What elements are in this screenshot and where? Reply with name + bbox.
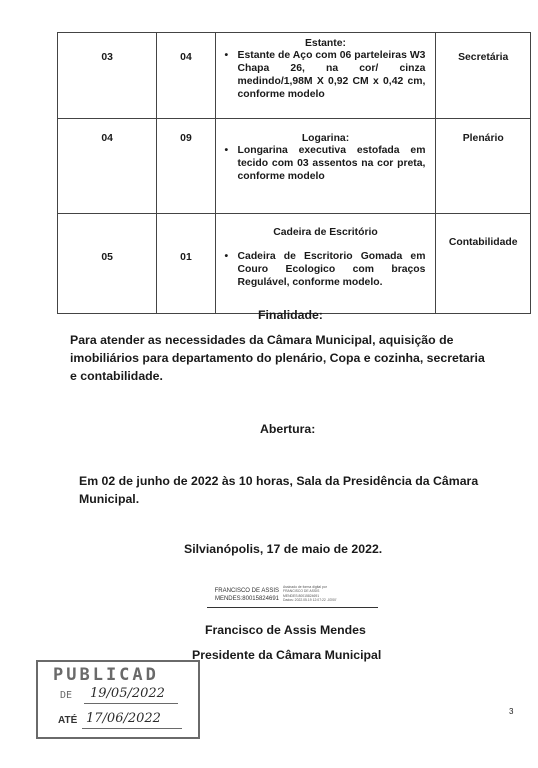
description-cell <box>215 33 436 119</box>
description-cell <box>215 214 436 314</box>
item-number: 05 <box>101 252 113 263</box>
items-table <box>57 32 531 314</box>
department-name: Contabilidade <box>448 237 518 248</box>
signatory-name: Francisco de Assis Mendes <box>205 623 366 637</box>
item-quantity: 01 <box>180 252 192 263</box>
product-title: Logarina: <box>301 133 350 144</box>
description-cell <box>215 119 436 214</box>
abertura-heading: Abertura: <box>260 422 316 436</box>
product-description: • Longarina executiva estofada em tecido com 03 assentos na cor preta, conforme modelo <box>238 144 426 183</box>
signature-name: FRANCISCO DE ASSIS MENDES:80015824691 <box>214 588 279 602</box>
item-number: 04 <box>101 133 113 144</box>
quantity-cell <box>157 33 215 119</box>
quantity-cell <box>157 119 215 214</box>
product-title: Estante: <box>304 38 346 49</box>
publication-stamp <box>36 660 200 739</box>
department-name: Secretária <box>458 52 509 63</box>
stamp-de-date: 19/05/2022 <box>90 686 165 701</box>
item-cell <box>58 214 157 314</box>
item-cell <box>58 119 157 214</box>
signatory-role: Presidente da Câmara Municipal <box>192 648 382 662</box>
date-line: Silvianópolis, 17 de maio de 2022. <box>184 542 383 556</box>
table-row <box>58 214 531 314</box>
finalidade-heading: Finalidade: <box>258 308 323 322</box>
signature-details: Assinado de forma digital por FRANCISCO DE ASSIS MENDES:80015824691 Dados: 2022.05.19 12:07:22 -03'00' <box>283 585 337 602</box>
page-number: 3 <box>509 707 514 716</box>
abertura-text: Em 02 de junho de 2022 às 10 horas, Sala da Presidência da Câmara Municipal. <box>79 474 479 506</box>
product-title: Cadeira de Escritório <box>273 227 378 238</box>
stamp-ate-line <box>82 728 182 729</box>
signature-line <box>207 607 378 608</box>
department-cell <box>436 119 531 214</box>
stamp-de-line <box>84 703 178 704</box>
table-row <box>58 119 531 214</box>
finalidade-text: Para atender as necessidades da Câmara Municipal, aquisição de imobiliários para departamento do plenário, Copa e cozinha, secretaria e contabilidade. <box>70 333 485 383</box>
product-description: • Cadeira de Escritorio Gomada em Couro Ecologico com braços Regulável, conforme modelo. <box>238 250 426 289</box>
digital-signature <box>207 584 378 610</box>
stamp-de-label: DE <box>60 690 73 701</box>
item-quantity: 09 <box>180 133 192 144</box>
stamp-ate-label: ATÉ <box>58 715 78 726</box>
item-cell <box>58 33 157 119</box>
department-name: Plenário <box>462 133 504 144</box>
item-quantity: 04 <box>180 52 192 63</box>
item-number: 03 <box>101 52 113 63</box>
product-description: • Estante de Aço com 06 parteleiras W3 Chapa 26, na cor/ cinza medindo/1,98M X 0,92 CM x 0,42 cm, conforme modelo <box>238 49 426 101</box>
department-cell <box>436 33 531 119</box>
stamp-ate-date: 17/06/2022 <box>86 711 161 726</box>
quantity-cell <box>157 214 215 314</box>
table-row <box>58 33 531 119</box>
department-cell <box>436 214 531 314</box>
stamp-title: PUBLICAD <box>53 665 159 685</box>
